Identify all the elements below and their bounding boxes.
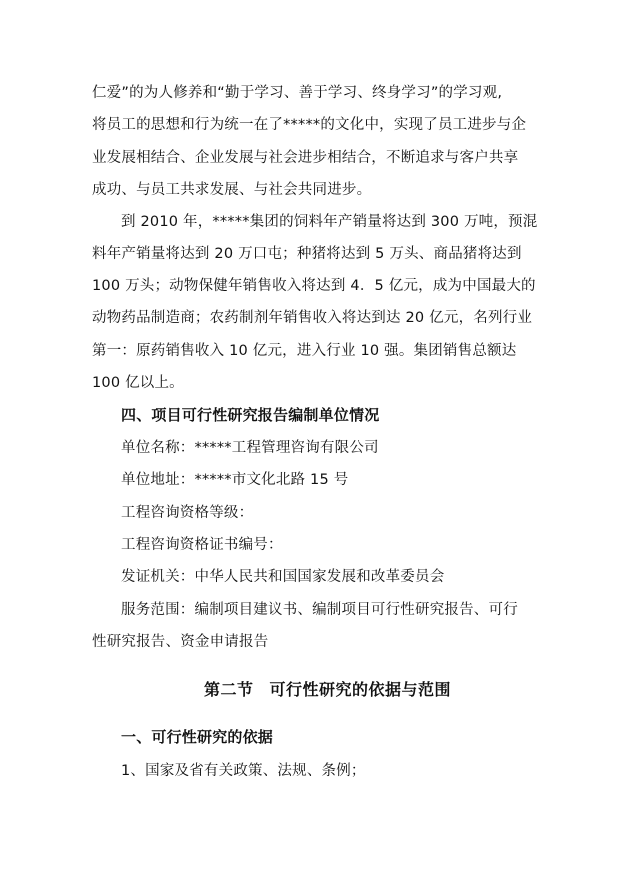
unit-name: 单位名称：*****工程管理咨询有限公司 (121, 440, 379, 456)
issuing-authority: 发证机关：中华人民共和国国家发展和改革委员会 (121, 569, 445, 585)
paragraph-line: 业发展相结合、企业发展与社会进步相结合，不断追求与客户共享 (92, 150, 519, 166)
paragraph-line: 到 2010 年，*****集团的饲料年产销量将达到 300 万吨，预混 (121, 214, 538, 230)
section-title (204, 680, 451, 700)
paragraph-line: 仁爱”的为人修养和“勤于学习、善于学习、终身学习”的学习观, (92, 85, 503, 101)
paragraph-line: 100 万头；动物保健年销售收入将达到 4．5 亿元，成为中国最大的 (92, 278, 536, 294)
basis-item: 1、国家及省有关政策、法规、条例； (121, 763, 366, 779)
paragraph-line: 将员工的思想和行为统一在了*****的文化中，实现了员工进步与企 (92, 117, 527, 133)
subsection-heading: 四、项目可行性研究报告编制单位情况 (121, 406, 380, 424)
paragraph-line: 动物药品制造商；农药制剂年销售收入将达到达 20 亿元，名列行业 (92, 310, 533, 326)
paragraph-line: 第一：原药销售收入 10 亿元，进入行业 10 强。集团销售总额达 (92, 343, 517, 359)
paragraph-line: 料年产销量将达到 20 万口屯；种猪将达到 5 万头、商品猪将达到 (92, 246, 522, 262)
unit-address: 单位地址：*****市文化北路 15 号 (121, 472, 349, 488)
service-scope-line: 服务范围：编制项目建议书、编制项目可行性研究报告、可行 (121, 602, 518, 618)
section-name: 可行性研究的依据与范围 (269, 680, 452, 699)
basis-heading: 一、可行性研究的依据 (121, 728, 274, 746)
paragraph-line: 100 亿以上。 (92, 375, 184, 391)
paragraph-line: 成功、与员工共求发展、与社会共同进步。 (92, 182, 372, 198)
certificate-number: 工程咨询资格证书编号： (121, 537, 283, 553)
section-number: 第二节 (204, 680, 254, 699)
service-scope-line: 性研究报告、资金申请报告 (92, 634, 269, 650)
qualification-level: 工程咨询资格等级： (121, 505, 254, 521)
